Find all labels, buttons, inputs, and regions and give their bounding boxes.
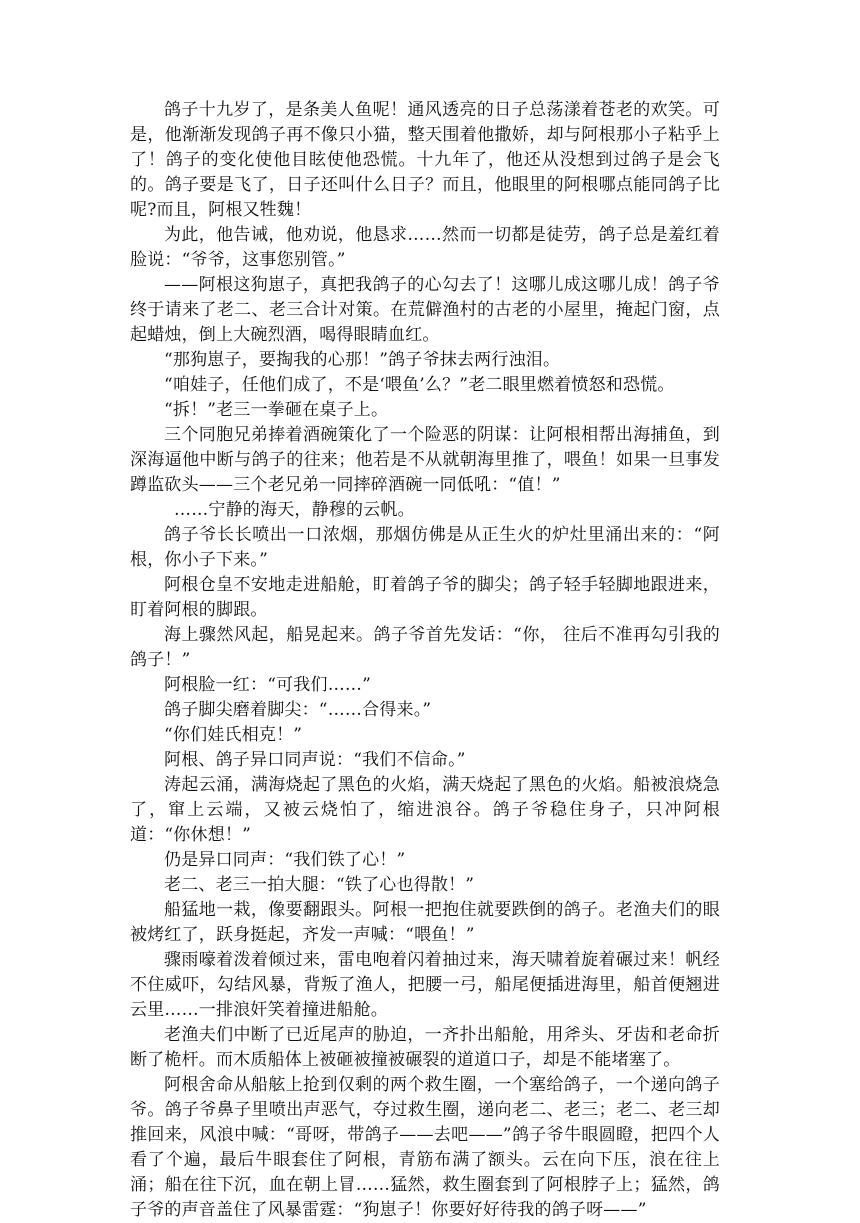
paragraph: 鸽子十九岁了，是条美人鱼呢！通风透亮的日子总荡漾着苍老的欢笑。可是，他渐渐发现鸽子再不像只小猫，整天围着他撒娇，却与阿根那小子粘乎上了！鸽子的变化使他目眩使他恐慌。十九年了，他还从没想到过鸽子是会飞的。鸽子要是飞了，日子还叫什么日子？而且，他眼里的阿根哪点能同鸽子比呢?而且，阿根又牲魏！ (130, 100, 720, 220)
paragraph: 涛起云涌，满海烧起了黑色的火焰，满天烧起了黑色的火焰。船被浪烧急了，窜上云端，又被云烧怕了，缩进浪谷。鸽子爷稳住身子，只冲阿根道：“你休想！” (130, 775, 720, 845)
paragraph: ——阿根这狗崽子，真把我鸽子的心勾去了！这哪儿成这哪儿成！鸽子爷终于请来了老二、老三合计对策。在荒僻渔村的古老的小屋里，掩起门窗，点起蜡烛，倒上大碗烈酒，喝得眼睛血红。 (130, 275, 720, 345)
paragraph: 阿根脸一红：“可我们……” (164, 675, 371, 695)
paragraph: 仍是异口同声：“我们铁了心！” (164, 850, 406, 870)
paragraph: 海上骤然风起，船晃起来。鸽子爷首先发话：“你， 往后不准再勾引我的鸽子！” (130, 625, 720, 670)
paragraph: 老渔夫们中断了已近尾声的胁迫，一齐扑出船舱，用斧头、牙齿和老命折断了桅杆。而木质船体上被砸被撞被碾裂的道道口子，却是不能堵塞了。 (130, 1025, 720, 1070)
paragraph: 阿根、鸽子异口同声说：“我们不信命。” (164, 750, 466, 770)
paragraph: 为此，他告诫，他劝说，他恳求……然而一切都是徒劳，鸽子总是羞红着脸说：“爷爷，这事您别管。” (130, 225, 720, 270)
story-text (130, 98, 720, 1223)
paragraph: 三个同胞兄弟捧着酒碗策化了一个险恶的阴谋：让阿根相帮出海捕鱼，到深海逼他中断与鸽子的往来；他若是不从就朝海里推了，喂鱼！如果一旦事发蹲监砍头——三个老兄弟一同摔碎酒碗一同低吼：“值！” (130, 425, 720, 495)
paragraph: 鸽子爷长长喷出一口浓烟，那烟仿佛是从正生火的炉灶里涌出来的：“阿根，你小子下来。” (130, 525, 720, 570)
paragraph: 阿根舍命从船舷上抢到仅剩的两个救生圈，一个塞给鸽子，一个递向鸽子爷。鸽子爷鼻子里喷出声恶气，夺过救生圈，递向老二、老三；老二、老三却推回来，风浪中喊：“哥呀，带鸽子——去吧——”鸽子爷牛眼圆瞪，把四个人看了个遍，最后牛眼套住了阿根，青筋布满了额头。云在向下压，浪在往上涌；船在往下沉，血在朝上冒……猛然，救生圈套到了阿根脖子上；猛然，鸽子爷的声音盖住了风暴雷霆：“狗崽子！你要好好待我的鸽子呀——” (130, 1075, 720, 1220)
paragraph: 船猛地一栽，像要翻跟头。阿根一把抱住就要跌倒的鸽子。老渔夫们的眼被烤红了，跃身挺起，齐发一声喊：“喂鱼！” (130, 900, 720, 945)
paragraph: 鸽子脚尖磨着脚尖：“……合得来。” (164, 700, 432, 720)
paragraph: “那狗崽子，要掏我的心那！”鸽子爷抹去两行浊泪。 (164, 350, 561, 370)
paragraph: 老二、老三一拍大腿：“铁了心也得散！” (164, 875, 475, 895)
paragraph: 阿根仓皇不安地走进船舱，盯着鸽子爷的脚尖；鸽子轻手轻脚地跟进来，盯着阿根的脚跟。 (130, 575, 720, 620)
paragraph: “拆！”老三一拳砸在桌子上。 (164, 400, 389, 420)
paragraph: “咱娃子，任他们成了，不是‘喂鱼’么？”老二眼里燃着愤怒和恐慌。 (164, 375, 675, 395)
paragraph: “你们娃氏相克！” (164, 725, 303, 745)
paragraph: 骤雨嚎着泼着倾过来，雷电咆着闪着抽过来，海天啸着旋着碾过来！帆经不住威吓，勾结风暴，背叛了渔人，把腰一弓，船尾便插进海里，船首便翘进云里……一排浪奸笑着撞进船舱。 (130, 950, 720, 1020)
paragraph: ……宁静的海天，静穆的云帆。 (174, 500, 415, 520)
